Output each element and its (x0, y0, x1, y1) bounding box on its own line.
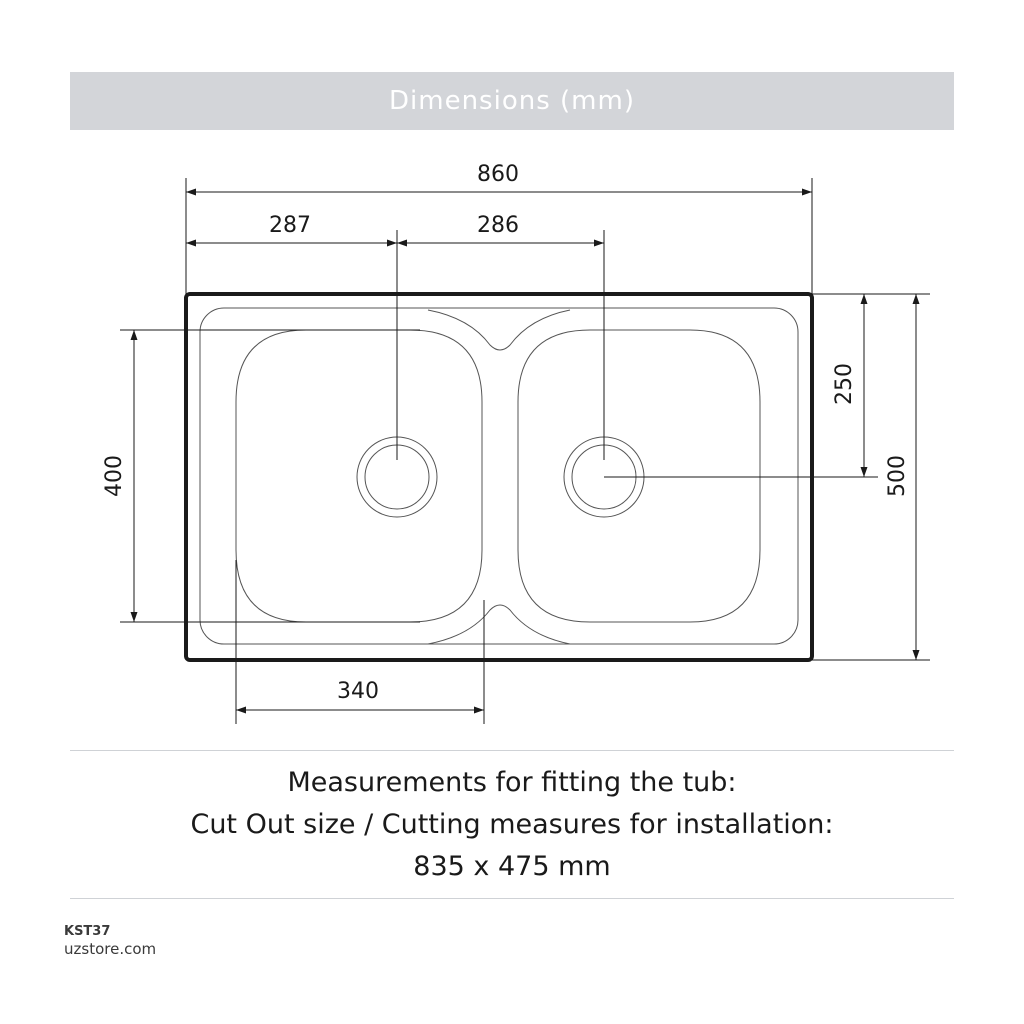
header-title: Dimensions (mm) (389, 86, 635, 116)
bottom-divider (70, 898, 954, 899)
label-bowl-width: 340 (337, 679, 379, 704)
info-line-1: Measurements for fitting the tub: (287, 767, 737, 798)
bottom-ridge (428, 605, 570, 644)
label-overall-depth: 500 (885, 455, 910, 497)
info-line-3: 835 x 475 mm (413, 851, 611, 882)
product-code: KST37 (64, 924, 111, 939)
site-name: uzstore.com (64, 940, 157, 958)
left-bowl (236, 330, 482, 622)
right-bowl (518, 330, 760, 622)
extension-lines (120, 178, 930, 724)
label-drain-depth: 250 (832, 363, 857, 405)
label-drain-to-drain: 286 (477, 213, 519, 238)
fitting-info (70, 762, 954, 888)
info-line-2: Cut Out size / Cutting measures for installation: (190, 809, 834, 840)
top-divider (70, 750, 954, 751)
label-left-to-drain: 287 (269, 213, 311, 238)
label-bowl-depth: 400 (102, 455, 127, 497)
top-ridge (428, 310, 570, 350)
label-overall-width: 860 (477, 162, 519, 187)
sink-inner-rim (200, 308, 798, 644)
